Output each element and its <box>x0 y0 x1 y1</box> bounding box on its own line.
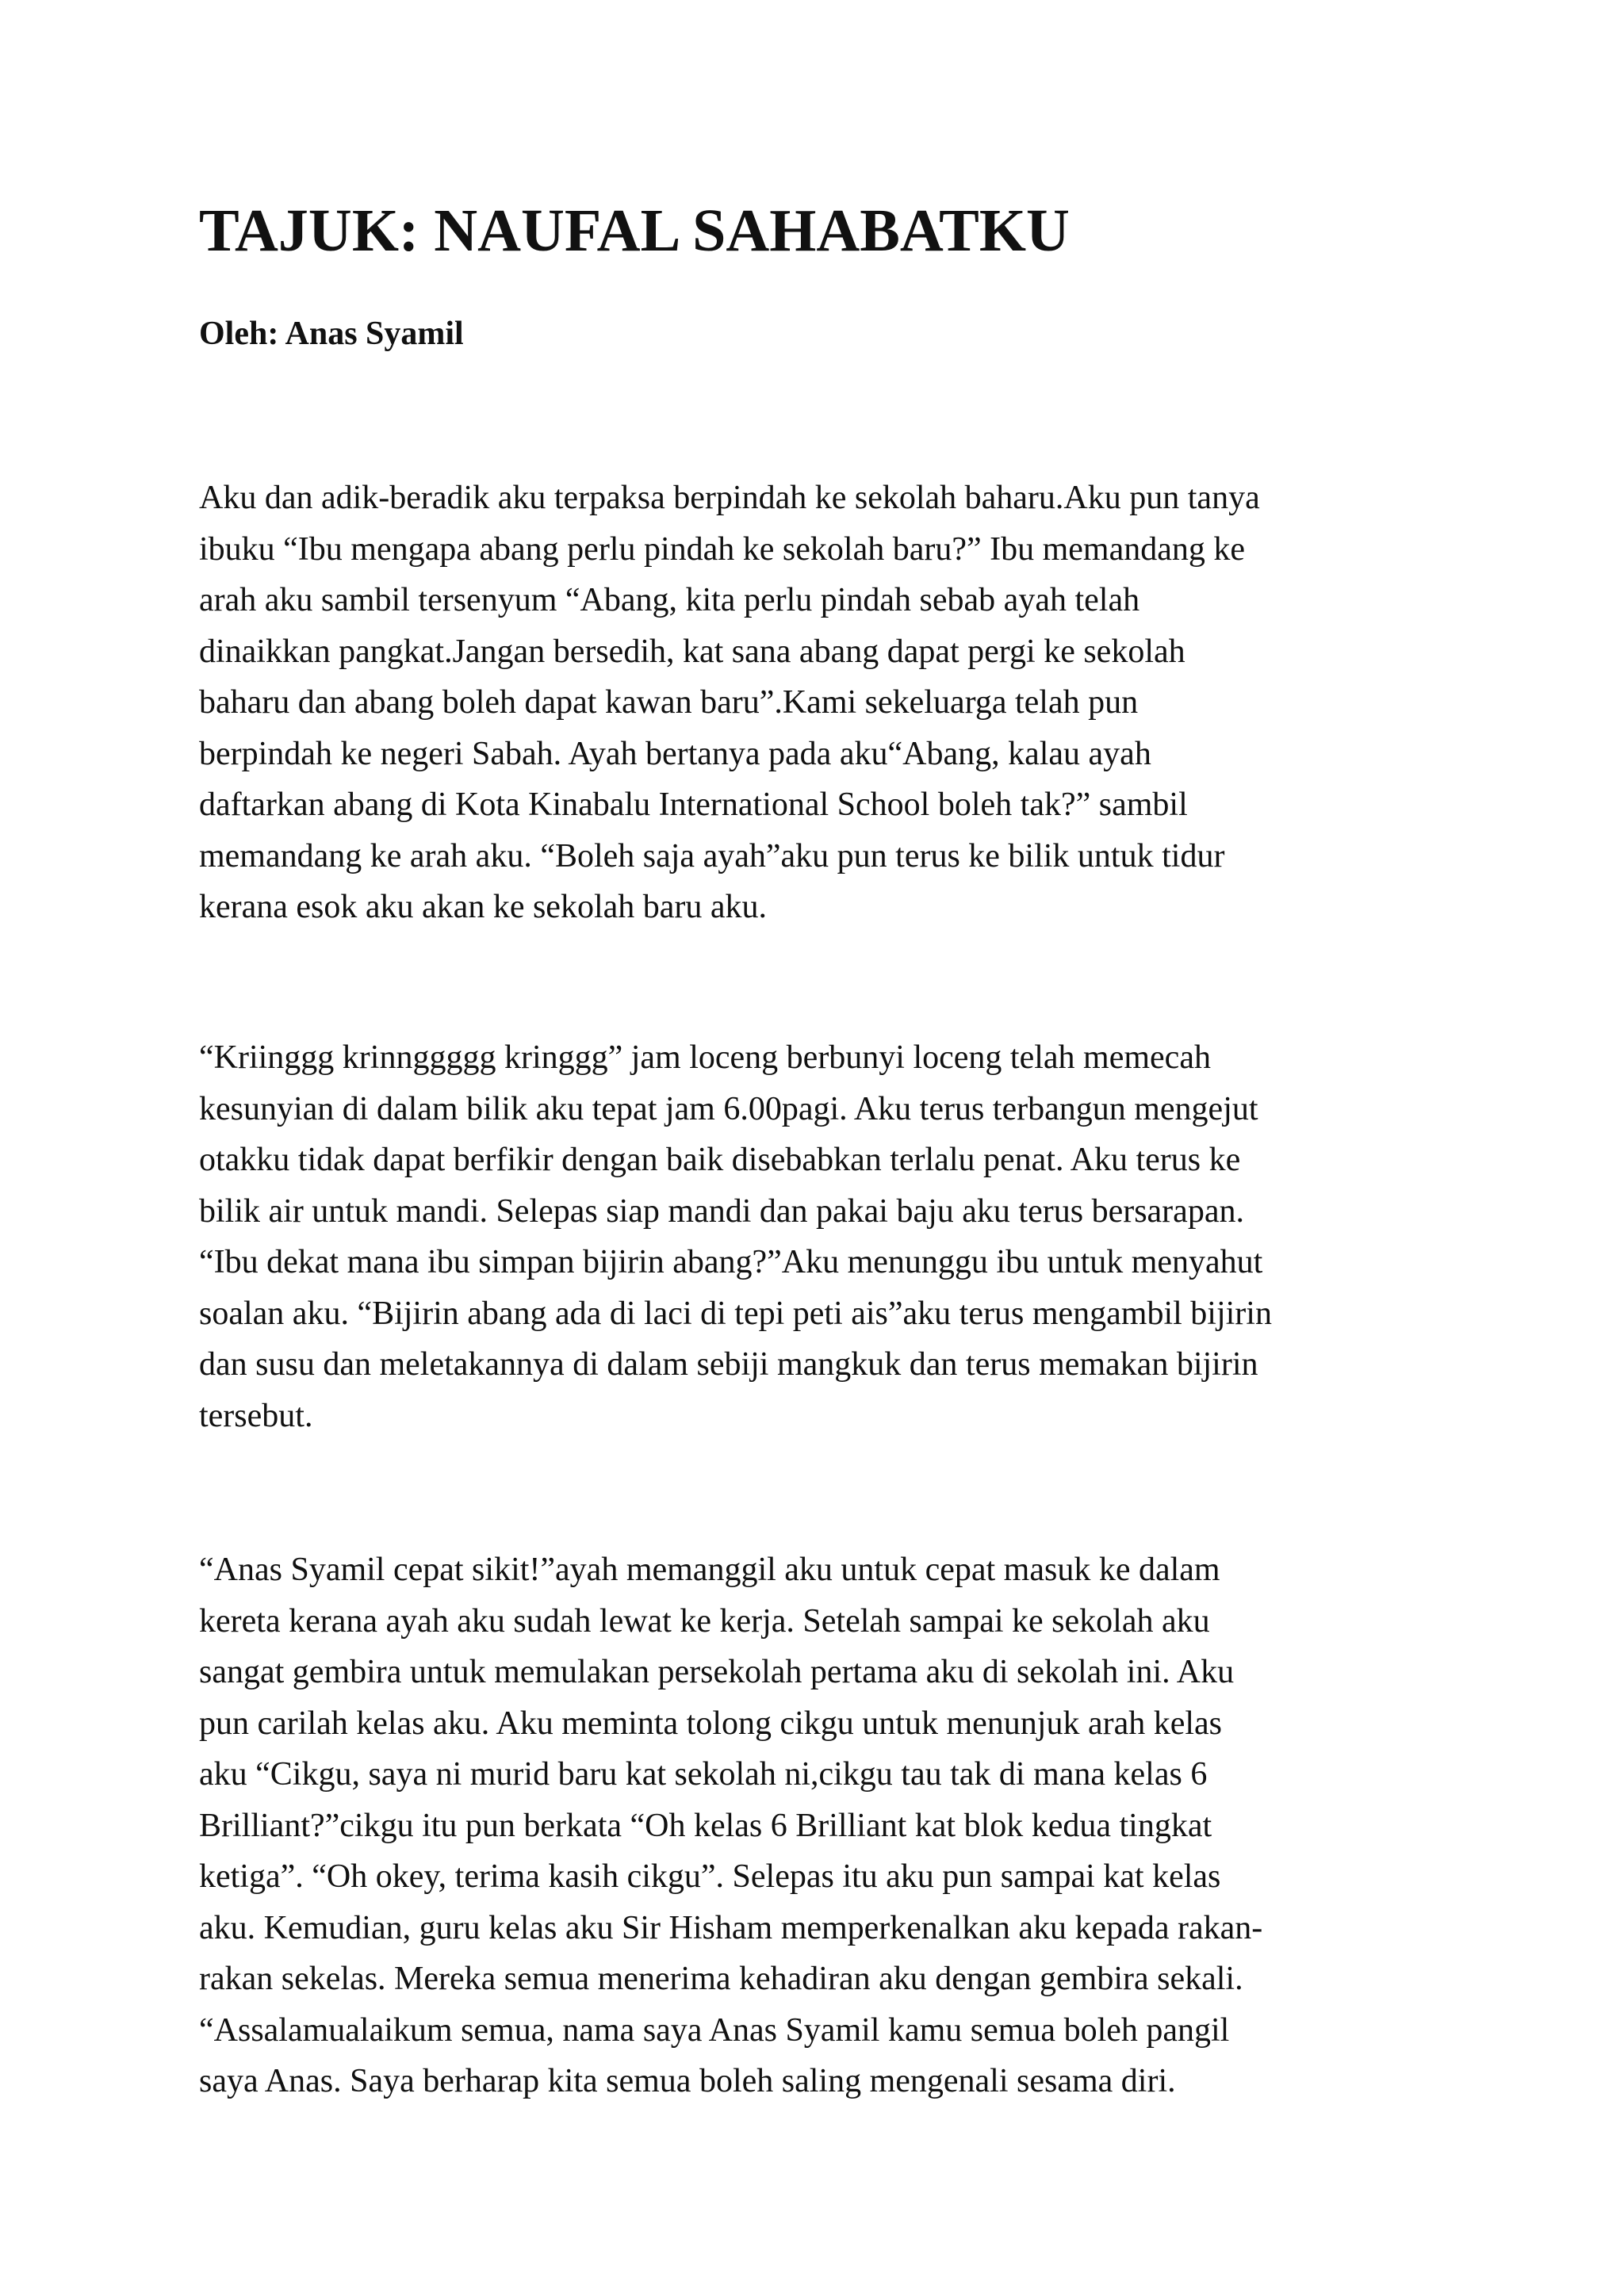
paragraph-line: ibuku “Ibu mengapa abang perlu pindah ke sekolah baru?” Ibu memandang ke <box>199 530 1246 568</box>
paragraph-3 <box>199 1544 1262 2107</box>
paragraph-line: otakku tidak dapat berfikir dengan baik disebabkan terlalu penat. Aku terus ke <box>199 1142 1241 1178</box>
paragraph-line: aku. Kemudian, guru kelas aku Sir Hisham memperkenalkan aku kepada rakan- <box>199 1909 1263 1946</box>
paragraph-line: ketiga”. “Oh okey, terima kasih cikgu”. Selepas itu aku pun sampai kat kelas <box>199 1858 1221 1895</box>
paragraph-line: arah aku sambil tersenyum “Abang, kita perlu pindah sebab ayah telah <box>199 582 1140 618</box>
paragraph-line: kerana esok aku akan ke sekolah baru aku. <box>199 889 768 925</box>
paragraph-line: aku “Cikgu, saya ni murid baru kat sekolah ni,cikgu tau tak di mana kelas 6 <box>199 1756 1208 1793</box>
paragraph-line: “Assalamualaikum semua, nama saya Anas Syamil kamu semua boleh pangil <box>199 2011 1230 2049</box>
paragraph-line: “Kriinggg krinnggggg kringgg” jam loceng berbunyi loceng telah memecah <box>199 1039 1211 1076</box>
paragraph-line: “Anas Syamil cepat sikit!”ayah memanggil aku untuk cepat masuk ke dalam <box>199 1552 1220 1588</box>
paragraph-line: kereta kerana ayah aku sudah lewat ke kerja. Setelah sampai ke sekolah aku <box>199 1602 1210 1640</box>
paragraph-line: tersebut. <box>199 1397 313 1434</box>
paragraph-line: berpindah ke negeri Sabah. Ayah bertanya pada aku“Abang, kalau ayah <box>199 735 1151 772</box>
paragraph-line: pun carilah kelas aku. Aku meminta tolong cikgu untuk menunjuk arah kelas <box>199 1705 1223 1742</box>
paragraph-line: baharu dan abang boleh dapat kawan baru”.Kami sekeluarga telah pun <box>199 684 1139 721</box>
paragraph-line: dan susu dan meletakannya di dalam sebiji mangkuk dan terus memakan bijirin <box>199 1346 1258 1383</box>
paragraph-line: kesunyian di dalam bilik aku tepat jam 6.00pagi. Aku terus terbangun mengejut <box>199 1090 1258 1127</box>
paragraph-line: sangat gembira untuk memulakan persekolah pertama aku di sekolah ini. Aku <box>199 1654 1235 1690</box>
paragraph-line: Brilliant?”cikgu itu pun berkata “Oh kelas 6 Brilliant kat blok kedua tingkat <box>199 1807 1212 1844</box>
paragraph-1 <box>199 473 1260 933</box>
paragraph-line: daftarkan abang di Kota Kinabalu International School boleh tak?” sambil <box>199 786 1188 823</box>
paragraph-line: soalan aku. “Bijirin abang ada di laci di tepi peti ais”aku terus mengambil bijirin <box>199 1295 1272 1332</box>
paragraph-line: Aku dan adik-beradik aku terpaksa berpindah ke sekolah baharu.Aku pun tanya <box>199 480 1260 516</box>
paragraph-line: bilik air untuk mandi. Selepas siap mandi dan pakai baju aku terus bersarapan. <box>199 1192 1244 1230</box>
paragraph-line: rakan sekelas. Mereka semua menerima kehadiran aku dengan gembira sekali. <box>199 1961 1243 1997</box>
paragraph-line: memandang ke arah aku. “Boleh saja ayah”aku pun terus ke bilik untuk tidur <box>199 837 1225 874</box>
document-title: TAJUK: NAUFAL SAHABATKU <box>199 197 1070 264</box>
document-author: Oleh: Anas Syamil <box>199 316 464 352</box>
paragraph-2 <box>199 1032 1272 1441</box>
paragraph-line: dinaikkan pangkat.Jangan bersedih, kat sana abang dapat pergi ke sekolah <box>199 633 1185 670</box>
paragraph-line: “Ibu dekat mana ibu simpan bijirin abang?”Aku menunggu ibu untuk menyahut <box>199 1244 1263 1280</box>
paragraph-line: saya Anas. Saya berharap kita semua boleh saling mengenali sesama diri. <box>199 2063 1176 2099</box>
